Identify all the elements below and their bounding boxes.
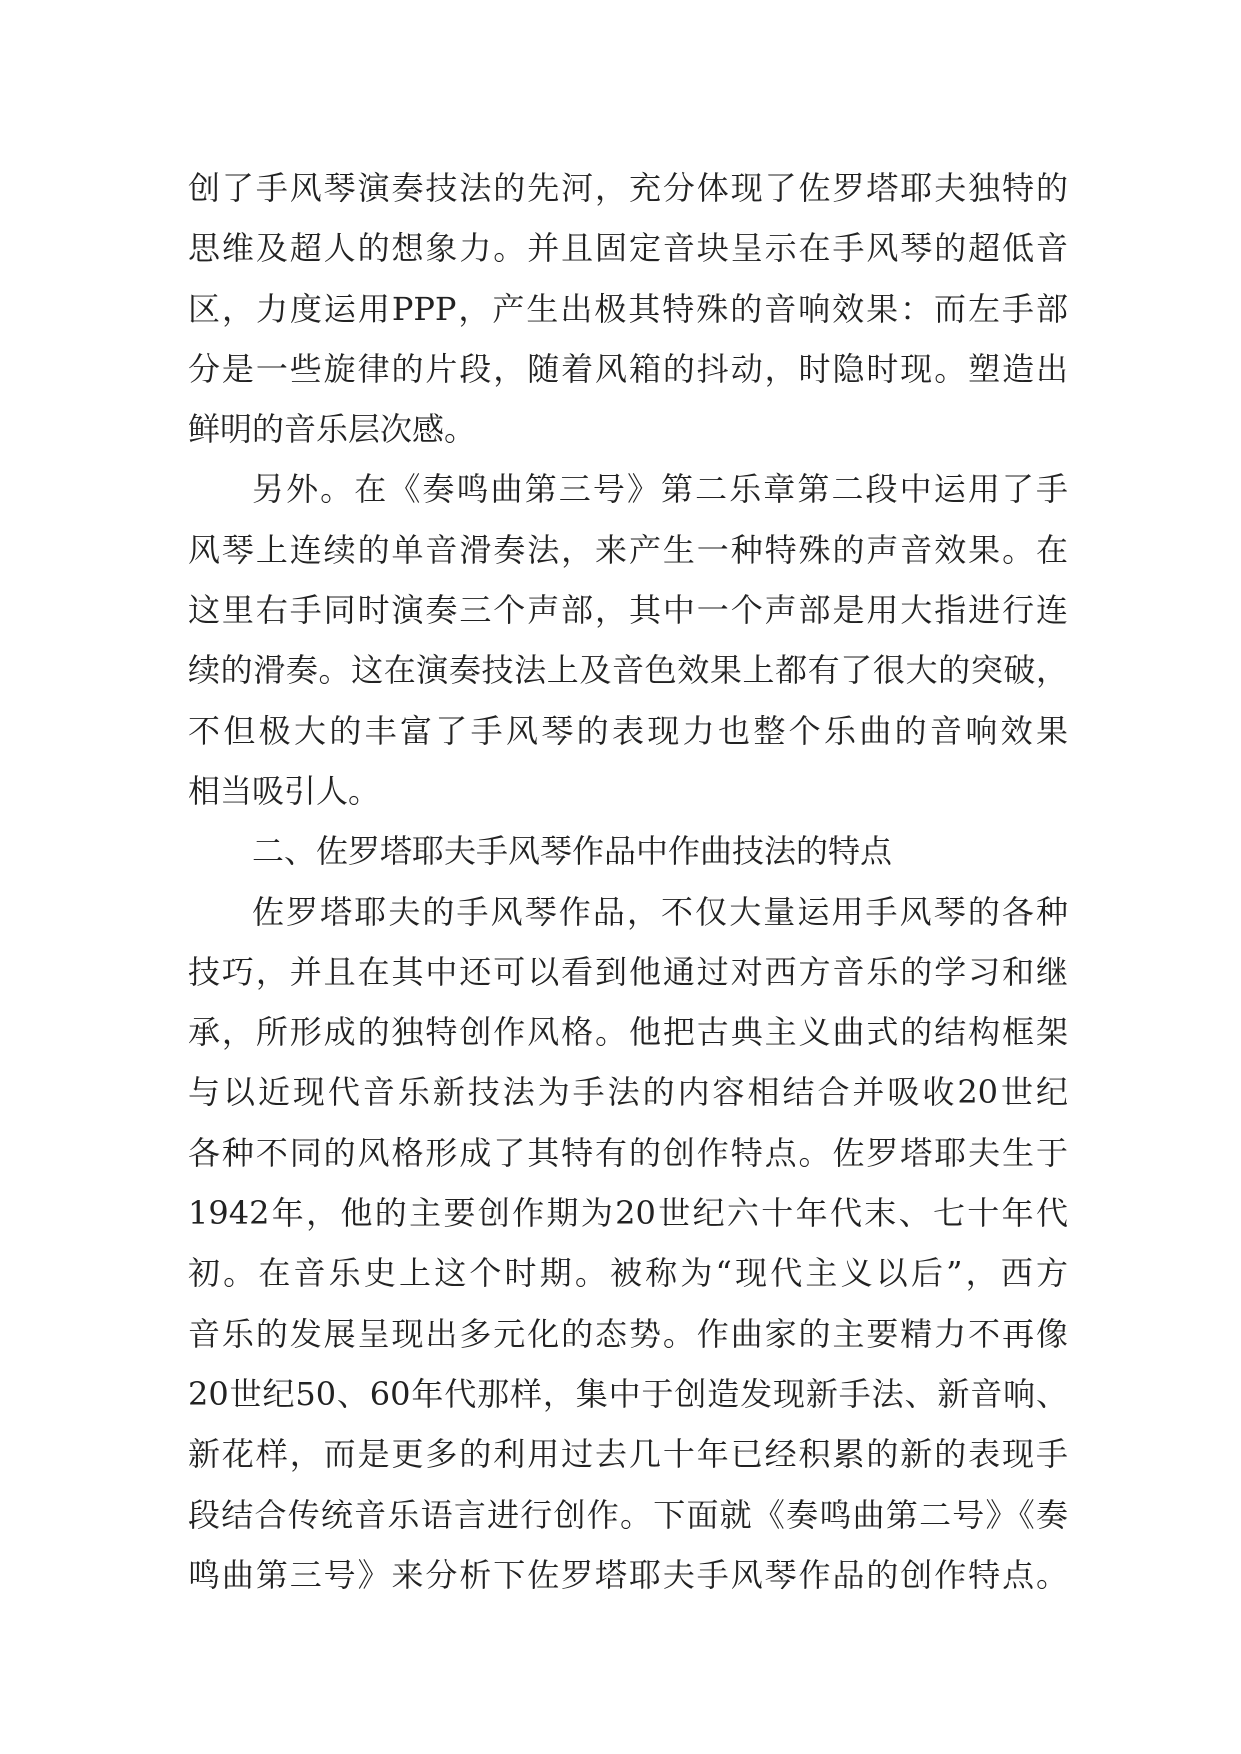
text-line: 段结合传统音乐语言进行创作。下面就《奏鸣曲第二号》《奏 <box>188 1495 1068 1534</box>
text-line: 新花样，而是更多的利用过去几十年已经积累的新的表现手 <box>188 1435 1068 1474</box>
text-line: 思维及超人的想象力。并且固定音块呈示在手风琴的超低音 <box>188 229 1068 268</box>
text-line: 不但极大的丰富了手风琴的表现力也整个乐曲的音响效果 <box>188 711 1068 750</box>
text-line: 与以近现代音乐新技法为手法的内容相结合并吸收20世纪 <box>188 1073 1068 1112</box>
text-line: 这里右手同时演奏三个声部，其中一个声部是用大指进行连 <box>188 591 1068 630</box>
text-line: 佐罗塔耶夫的手风琴作品，不仅大量运用手风琴的各种 <box>252 892 1068 931</box>
text-line: 创了手风琴演奏技法的先河，充分体现了佐罗塔耶夫独特的 <box>188 169 1068 207</box>
text-line: 20世纪50、60年代那样，集中于创造发现新手法、新音响、 <box>188 1374 1068 1413</box>
text-line: 鲜明的音乐层次感。 <box>188 410 477 449</box>
text-line: 区，力度运用PPP，产生出极其特殊的音响效果：而左手部 <box>188 289 1068 328</box>
text-line: 各种不同的风格形成了其特有的创作特点。佐罗塔耶夫生于 <box>188 1133 1068 1172</box>
text-line: 1942年，他的主要创作期为20世纪六十年代末、七十年代 <box>188 1194 1068 1233</box>
text-line: 另外。在《奏鸣曲第三号》第二乐章第二段中运用了手 <box>252 470 1068 509</box>
text-line: 承，所形成的独特创作风格。他把古典主义曲式的结构框架 <box>188 1013 1068 1052</box>
body-text <box>188 158 1068 1605</box>
text-line: 音乐的发展呈现出多元化的态势。作曲家的主要精力不再像 <box>188 1314 1068 1353</box>
text-line: 初。在音乐史上这个时期。被称为“现代主义以后”，西方 <box>188 1254 1068 1293</box>
text-line: 风琴上连续的单音滑奏法，来产生一种特殊的声音效果。在 <box>188 530 1068 569</box>
text-line: 续的滑奏。这在演奏技法上及音色效果上都有了很大的突破， <box>188 651 1068 690</box>
text-line: 相当吸引人。 <box>188 771 381 810</box>
text-line: 二、佐罗塔耶夫手风琴作品中作曲技法的特点 <box>252 832 893 871</box>
text-line: 分是一些旋律的片段，随着风箱的抖动，时隐时现。塑造出 <box>188 349 1068 388</box>
text-line: 鸣曲第三号》来分析下佐罗塔耶夫手风琴作品的创作特点。 <box>188 1555 1068 1594</box>
text-line: 技巧，并且在其中还可以看到他通过对西方音乐的学习和继 <box>188 952 1068 991</box>
